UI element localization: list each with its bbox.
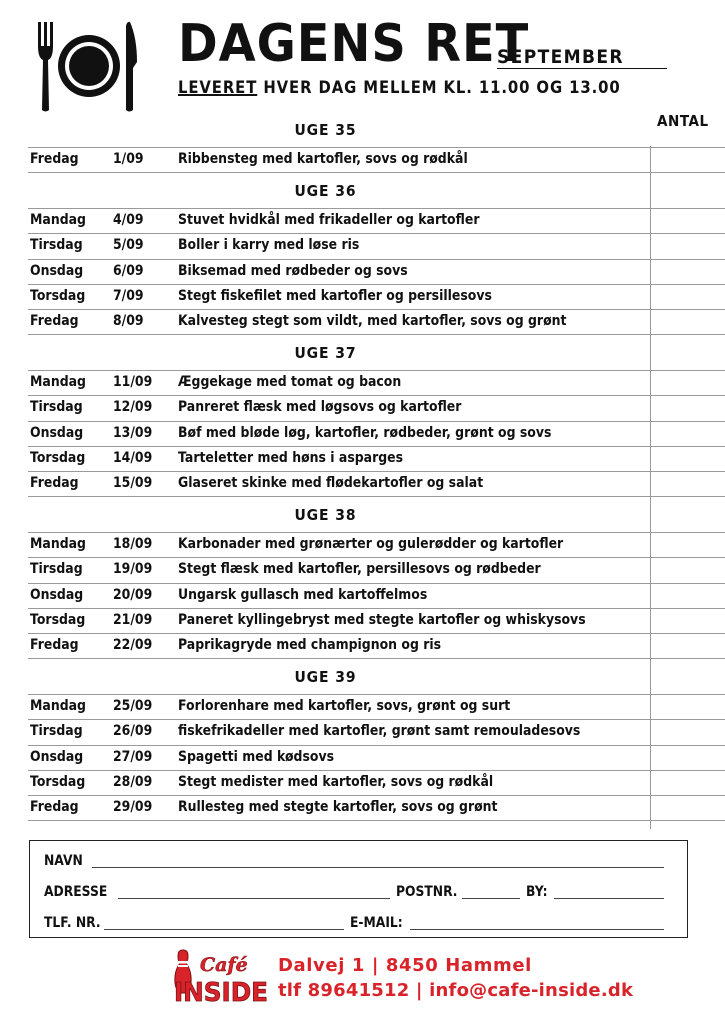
date-cell: 29/09 — [113, 799, 153, 815]
week-heading — [0, 121, 650, 139]
row-divider — [28, 608, 725, 609]
day-cell: Torsdag — [30, 773, 86, 790]
row-divider — [28, 820, 725, 821]
dish-cell: Æggekage med tomat og bacon — [178, 374, 402, 391]
row-divider — [28, 233, 725, 234]
email-field[interactable] — [410, 929, 664, 930]
day-cell: Torsdag — [30, 287, 86, 304]
date-cell: 12/09 — [113, 399, 153, 416]
week-heading — [0, 182, 650, 200]
quantity-column-divider — [650, 146, 651, 829]
date-cell: 7/09 — [113, 287, 144, 304]
email-label: E-MAIL: — [350, 915, 403, 931]
postal-code-field[interactable] — [462, 898, 520, 899]
logo-inside-text: INSIDE — [174, 978, 268, 1005]
row-divider — [28, 532, 725, 533]
dish-cell: Ribbensteg med kartofler, sovs og rødkål — [178, 151, 468, 167]
week-label: UGE 36 — [294, 182, 356, 201]
row-divider — [28, 284, 725, 285]
dish-cell: Forlorenhare med kartofler, sovs, grønt og surt — [178, 698, 511, 715]
day-cell: Torsdag — [30, 611, 86, 628]
date-cell: 8/09 — [113, 313, 144, 329]
name-label: NAVN — [44, 853, 83, 869]
row-divider — [28, 421, 725, 422]
row-divider — [28, 471, 725, 472]
date-cell: 28/09 — [113, 773, 153, 790]
dish-cell: Tarteletter med høns i asparges — [178, 449, 404, 466]
row-divider — [28, 259, 725, 260]
day-cell: Mandag — [30, 698, 86, 715]
month-underline — [497, 68, 667, 69]
date-cell: 4/09 — [113, 212, 144, 229]
dish-cell: Karbonader med grønærter og gulerødder og kartofler — [178, 536, 564, 553]
date-cell: 25/09 — [113, 698, 153, 715]
delivery-underlined-word: LEVERET — [178, 78, 258, 97]
row-divider — [28, 334, 725, 335]
order-form — [29, 840, 688, 938]
day-cell: Fredag — [30, 799, 79, 815]
dish-cell: fiskefrikadeller med kartofler, grønt samt remouladesovs — [178, 723, 581, 740]
date-cell: 13/09 — [113, 424, 153, 441]
date-cell: 19/09 — [113, 561, 153, 578]
date-cell: 5/09 — [113, 237, 144, 254]
day-cell: Mandag — [30, 374, 86, 391]
logo-cafe-text: Café — [200, 954, 248, 976]
row-divider — [28, 719, 725, 720]
day-cell: Fredag — [30, 637, 79, 653]
row-divider — [28, 795, 725, 796]
row-divider — [28, 658, 725, 659]
day-cell: Onsdag — [30, 262, 84, 279]
dish-cell: Glaseret skinke med flødekartofler og salat — [178, 475, 484, 491]
row-divider — [28, 147, 725, 148]
date-cell: 6/09 — [113, 262, 144, 279]
week-label: UGE 38 — [294, 506, 356, 525]
date-cell: 15/09 — [113, 475, 153, 491]
date-cell: 11/09 — [113, 374, 153, 391]
footer-address: Dalvej 1 | 8450 Hammel — [278, 955, 532, 976]
month-label: SEPTEMBER — [497, 46, 624, 68]
row-divider — [28, 172, 725, 173]
delivery-hours: HVER DAG MELLEM KL. 11.00 OG 13.00 — [257, 78, 621, 97]
dish-cell: Stegt fiskefilet med kartofler og persillesovs — [178, 287, 492, 304]
day-cell: Onsdag — [30, 424, 84, 441]
row-divider — [28, 395, 725, 396]
day-cell: Tirsdag — [30, 723, 83, 740]
date-cell: 27/09 — [113, 748, 153, 765]
row-divider — [28, 557, 725, 558]
day-cell: Tirsdag — [30, 237, 83, 254]
dish-cell: Paneret kyllingebryst med stegte kartofler og whiskysovs — [178, 611, 586, 628]
name-field[interactable] — [92, 867, 664, 868]
row-divider — [28, 370, 725, 371]
row-divider — [28, 770, 725, 771]
address-field[interactable] — [118, 898, 390, 899]
date-cell: 21/09 — [113, 611, 153, 628]
week-label: UGE 35 — [294, 121, 356, 139]
city-label: BY: — [526, 884, 548, 900]
date-cell: 22/09 — [113, 637, 153, 653]
row-divider — [28, 583, 725, 584]
week-label: UGE 37 — [294, 344, 356, 363]
row-divider — [28, 745, 725, 746]
fork-plate-knife-icon — [34, 18, 142, 114]
row-divider — [28, 208, 725, 209]
dish-cell: Boller i karry med løse ris — [178, 237, 360, 254]
date-cell: 26/09 — [113, 723, 153, 740]
week-heading — [0, 344, 650, 362]
dish-cell: Stegt flæsk med kartofler, persillesovs og rødbeder — [178, 561, 541, 578]
dish-cell: Spagetti med kødsovs — [178, 748, 335, 765]
week-heading — [0, 506, 650, 524]
dish-cell: Paprikagryde med champignon og ris — [178, 637, 442, 653]
row-divider — [28, 633, 725, 634]
row-divider — [28, 446, 725, 447]
dish-cell: Stegt medister med kartofler, sovs og rødkål — [178, 773, 494, 790]
dish-cell: Stuvet hvidkål med frikadeller og kartofler — [178, 212, 480, 229]
phone-field[interactable] — [104, 929, 344, 930]
footer-contact: tlf 89641512 | info@cafe-inside.dk — [278, 980, 634, 1001]
postal-code-label: POSTNR. — [396, 884, 458, 900]
day-cell: Mandag — [30, 212, 86, 229]
day-cell: Fredag — [30, 313, 79, 329]
cafe-inside-logo — [172, 947, 270, 1005]
row-divider — [28, 496, 725, 497]
delivery-info — [178, 78, 621, 97]
day-cell: Tirsdag — [30, 561, 83, 578]
day-cell: Fredag — [30, 475, 79, 491]
dish-cell: Panreret flæsk med løgsovs og kartofler — [178, 399, 462, 416]
day-cell: Onsdag — [30, 586, 84, 603]
dish-cell: Kalvesteg stegt som vildt, med kartofler, sovs og grønt — [178, 313, 567, 329]
day-cell: Torsdag — [30, 449, 86, 466]
dish-cell: Biksemad med rødbeder og sovs — [178, 262, 408, 279]
address-label: ADRESSE — [44, 884, 108, 900]
day-cell: Mandag — [30, 536, 86, 553]
day-cell: Onsdag — [30, 748, 84, 765]
row-divider — [28, 309, 725, 310]
week-label: UGE 39 — [294, 668, 356, 687]
week-heading — [0, 668, 650, 686]
date-cell: 20/09 — [113, 586, 153, 603]
date-cell: 14/09 — [113, 449, 153, 466]
date-cell: 18/09 — [113, 536, 153, 553]
date-cell: 1/09 — [113, 151, 144, 167]
row-divider — [28, 694, 725, 695]
phone-label: TLF. NR. — [44, 915, 101, 931]
city-field[interactable] — [554, 898, 664, 899]
dish-cell: Ungarsk gullasch med kartoffelmos — [178, 586, 428, 603]
day-cell: Fredag — [30, 151, 79, 167]
quantity-column-header: ANTAL — [657, 112, 709, 130]
dish-cell: Rullesteg med stegte kartofler, sovs og grønt — [178, 799, 498, 815]
dish-cell: Bøf med bløde løg, kartofler, rødbeder, grønt og sovs — [178, 424, 552, 441]
day-cell: Tirsdag — [30, 399, 83, 416]
page-title: DAGENS RET — [178, 14, 530, 74]
